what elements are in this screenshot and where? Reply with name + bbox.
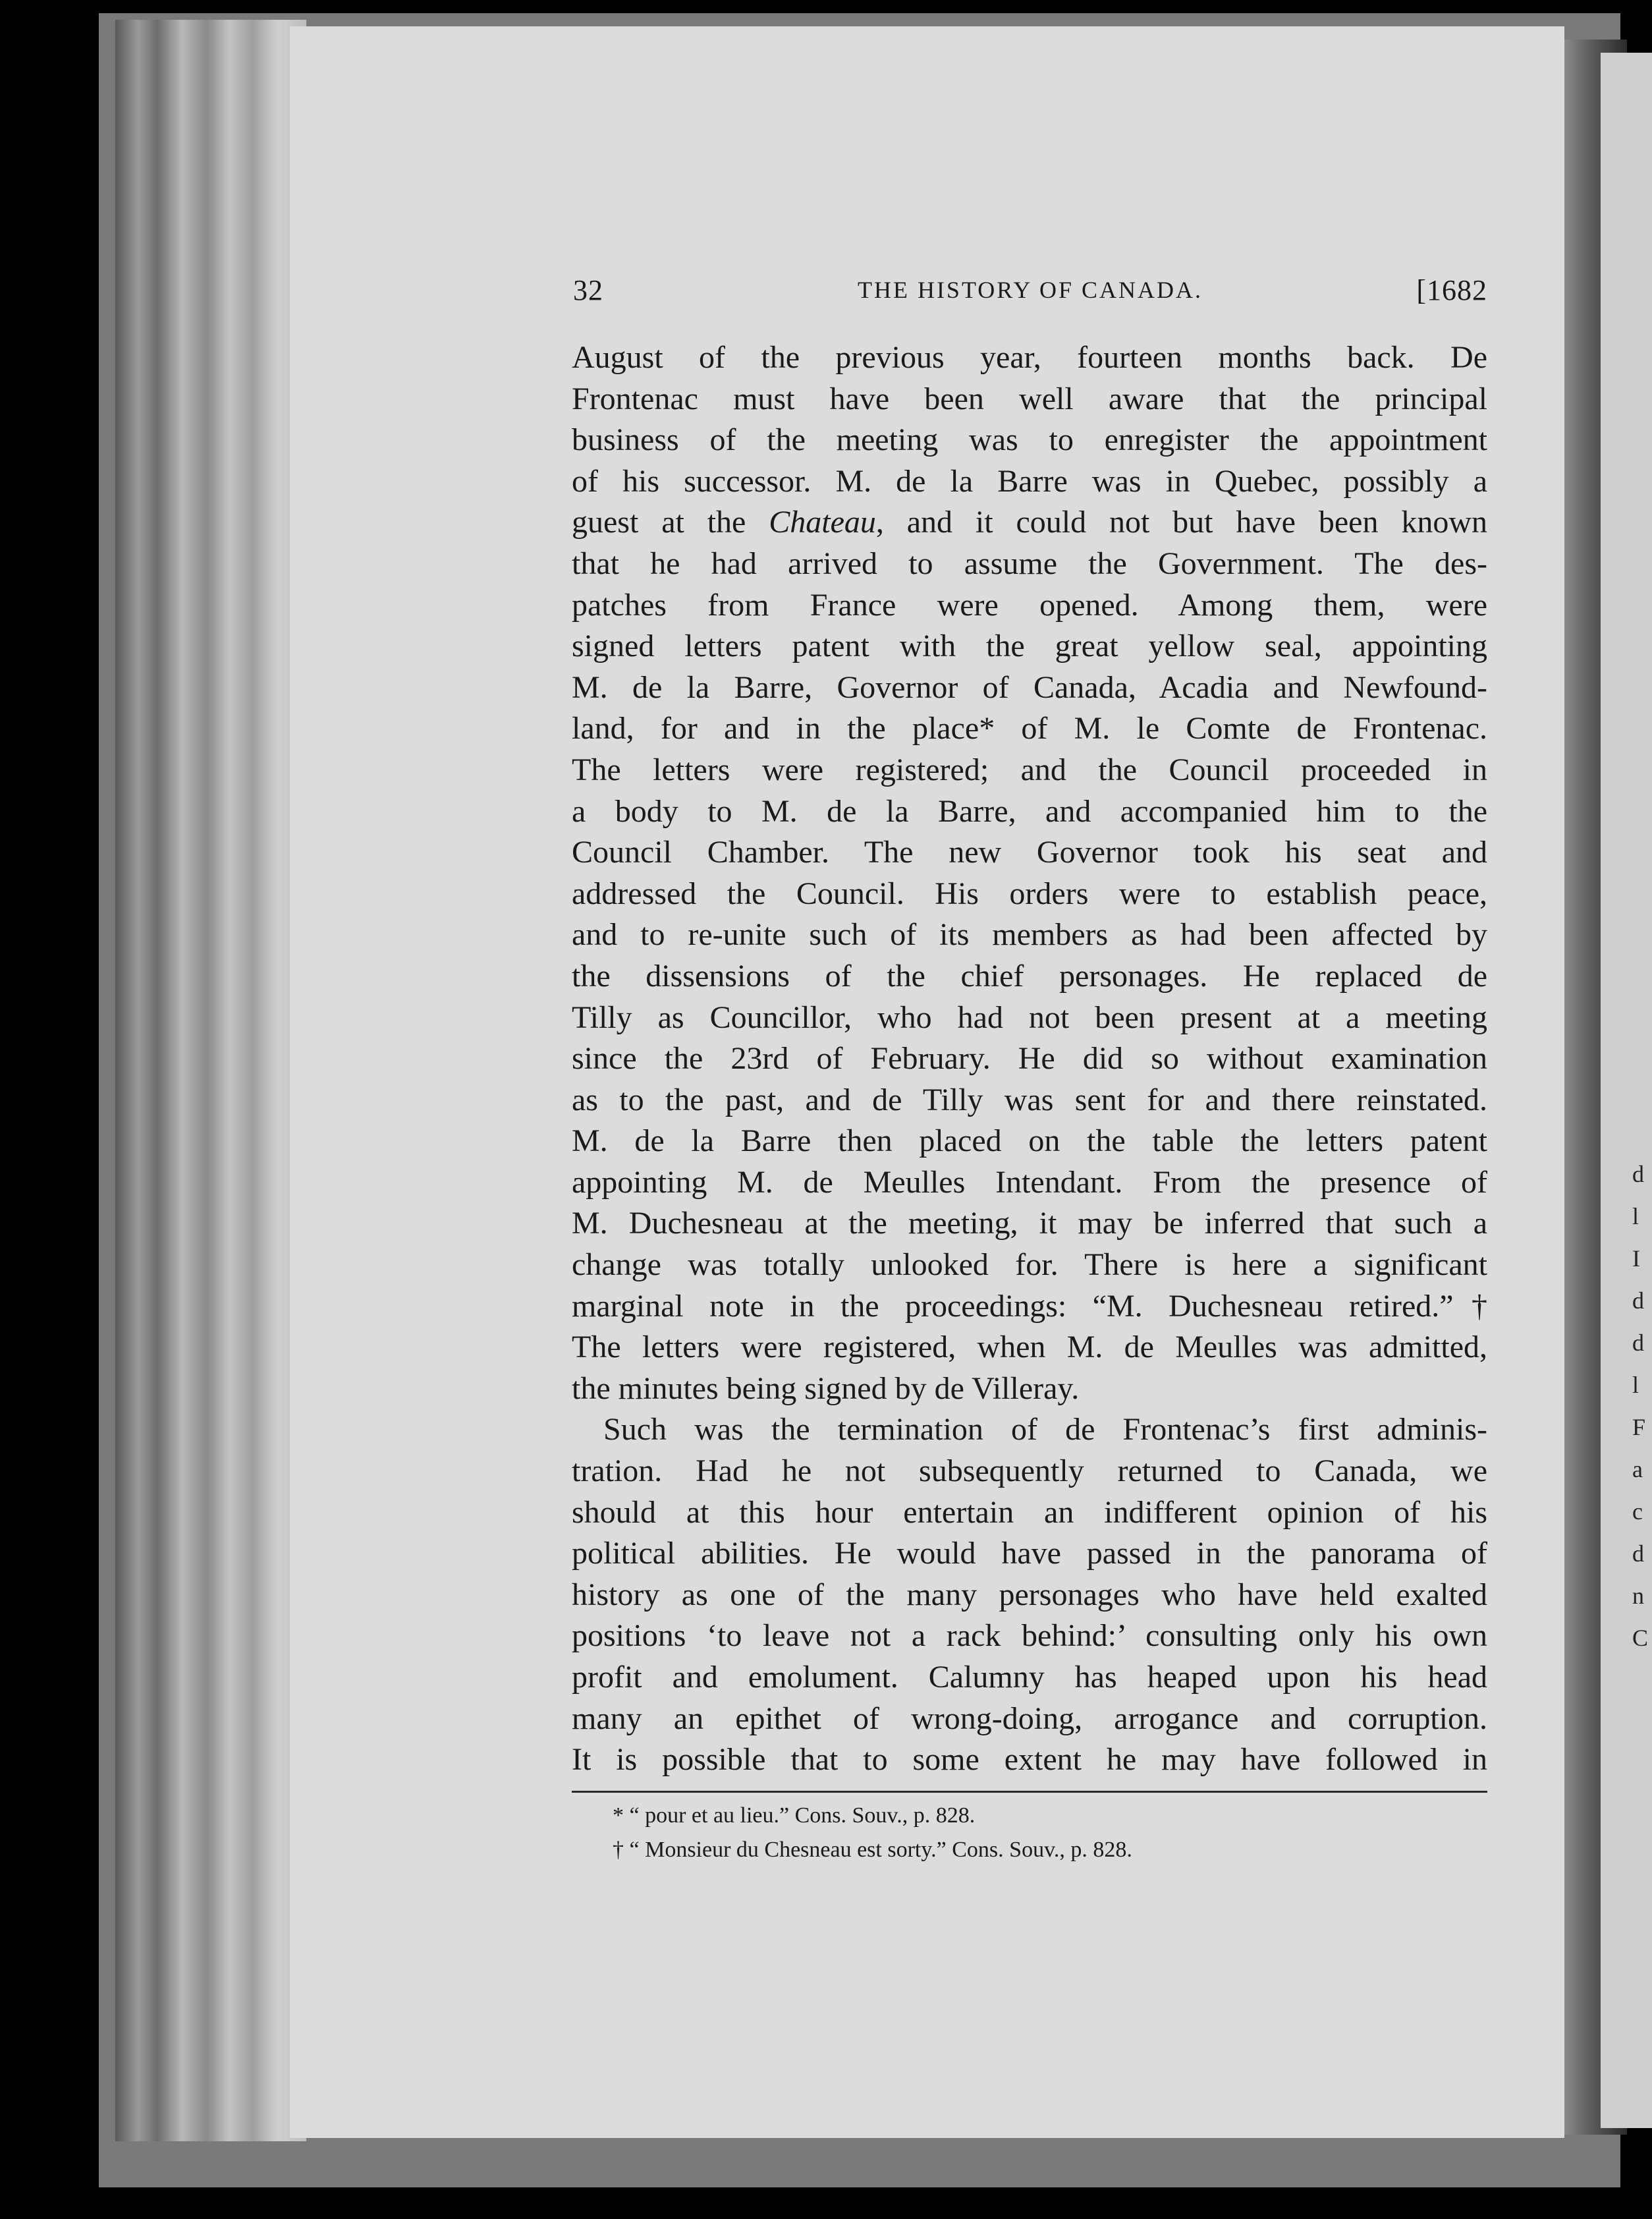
footnote-rule xyxy=(572,1791,1487,1793)
body-text xyxy=(572,337,1487,1781)
running-head xyxy=(573,273,1487,320)
text-line: as to the past, and de Tilly was sent for and there reinstated. xyxy=(572,1082,1487,1117)
text-line: August of the previous year, fourteen months back. De xyxy=(572,340,1487,375)
text-line: political abilities. He would have passed in the panorama of xyxy=(572,1536,1487,1571)
text-line: land, for and in the place* of M. le Comte de Frontenac. xyxy=(572,711,1487,746)
text-line: Such was the termination of de Frontenac’s first adminis- xyxy=(603,1412,1487,1447)
text-line: change was totally unlooked for. There is here a significant xyxy=(572,1247,1487,1283)
page-number: 32 xyxy=(573,274,603,306)
text-line: that he had arrived to assume the Government. The des- xyxy=(572,546,1487,581)
footnote: * “ pour et au lieu.” Cons. Souv., p. 828. xyxy=(613,1803,976,1828)
text-line: marginal note in the proceedings: “M. Duchesneau retired.”† xyxy=(572,1288,1487,1324)
text-line: the minutes being signed by de Villeray. xyxy=(572,1370,1080,1406)
text-line: many an epithet of wrong-doing, arrogance and corruption. xyxy=(572,1700,1487,1736)
text-line xyxy=(572,502,1487,544)
facing-page-letters: d l I d d l F a c d n C xyxy=(1632,1161,1649,1651)
text-line: The letters were registered, when M. de Meulles was admitted, xyxy=(572,1330,1487,1365)
text-line: patches from France were opened. Among them, were xyxy=(572,587,1487,623)
running-title: THE HISTORY OF CANADA. xyxy=(857,277,1203,303)
running-year: [1682 xyxy=(1416,274,1487,306)
text-line: M. Duchesneau at the meeting, it may be inferred that such a xyxy=(572,1206,1487,1241)
text-line: Frontenac must have been well aware that the principal xyxy=(572,381,1487,416)
text-line: The letters were registered; and the Council proceeded in xyxy=(572,752,1487,787)
text-line: appointing M. de Meulles Intendant. From the presence of xyxy=(572,1164,1487,1200)
text-line: the dissensions of the chief personages. He replaced de xyxy=(572,958,1487,994)
text-line: addressed the Council. His orders were to establish peace, xyxy=(572,876,1487,911)
text-segment: guest at the xyxy=(572,505,746,540)
text-line: of his successor. M. de la Barre was in Quebec, possibly a xyxy=(572,463,1487,499)
text-line: business of the meeting was to enregister the appointment xyxy=(572,422,1487,458)
facing-page-edge xyxy=(1601,53,1652,2128)
text-line: signed letters patent with the great yellow seal, appointing xyxy=(572,629,1487,664)
text-segment: , and it could not but have been known xyxy=(875,505,1488,540)
text-line: Council Chamber. The new Governor took his seat and xyxy=(572,835,1487,870)
text-line: profit and emolument. Calumny has heaped upon his head xyxy=(572,1660,1487,1695)
footnotes xyxy=(613,1799,1469,1867)
text-line: since the 23rd of February. He did so without examination xyxy=(572,1041,1487,1077)
text-line: history as one of the many personages who have held exalted xyxy=(572,1577,1487,1612)
text-line: Tilly as Councillor, who had not been present at a meeting xyxy=(572,999,1487,1035)
text-line: positions ‘to leave not a rack behind:’ consulting only his own xyxy=(572,1618,1487,1654)
page-edges-left xyxy=(115,20,306,2141)
text-line: M. de la Barre, Governor of Canada, Acadia and Newfound- xyxy=(572,669,1487,705)
text-line: tration. Had he not subsequently returned to Canada, we xyxy=(572,1453,1487,1489)
text-line: and to re-unite such of its members as had been affected by xyxy=(572,917,1487,953)
text-line: should at this hour entertain an indifferent opinion of his xyxy=(572,1494,1487,1530)
italic-word: Chateau xyxy=(769,505,876,540)
footnote: † “ Monsieur du Chesneau est sorty.” Cons. Souv., p. 828. xyxy=(613,1838,1132,1862)
text-line: M. de la Barre then placed on the table the letters patent xyxy=(572,1123,1487,1159)
text-line: a body to M. de la Barre, and accompanied him to the xyxy=(572,793,1487,829)
text-line: It is possible that to some extent he may have followed in xyxy=(572,1742,1487,1778)
